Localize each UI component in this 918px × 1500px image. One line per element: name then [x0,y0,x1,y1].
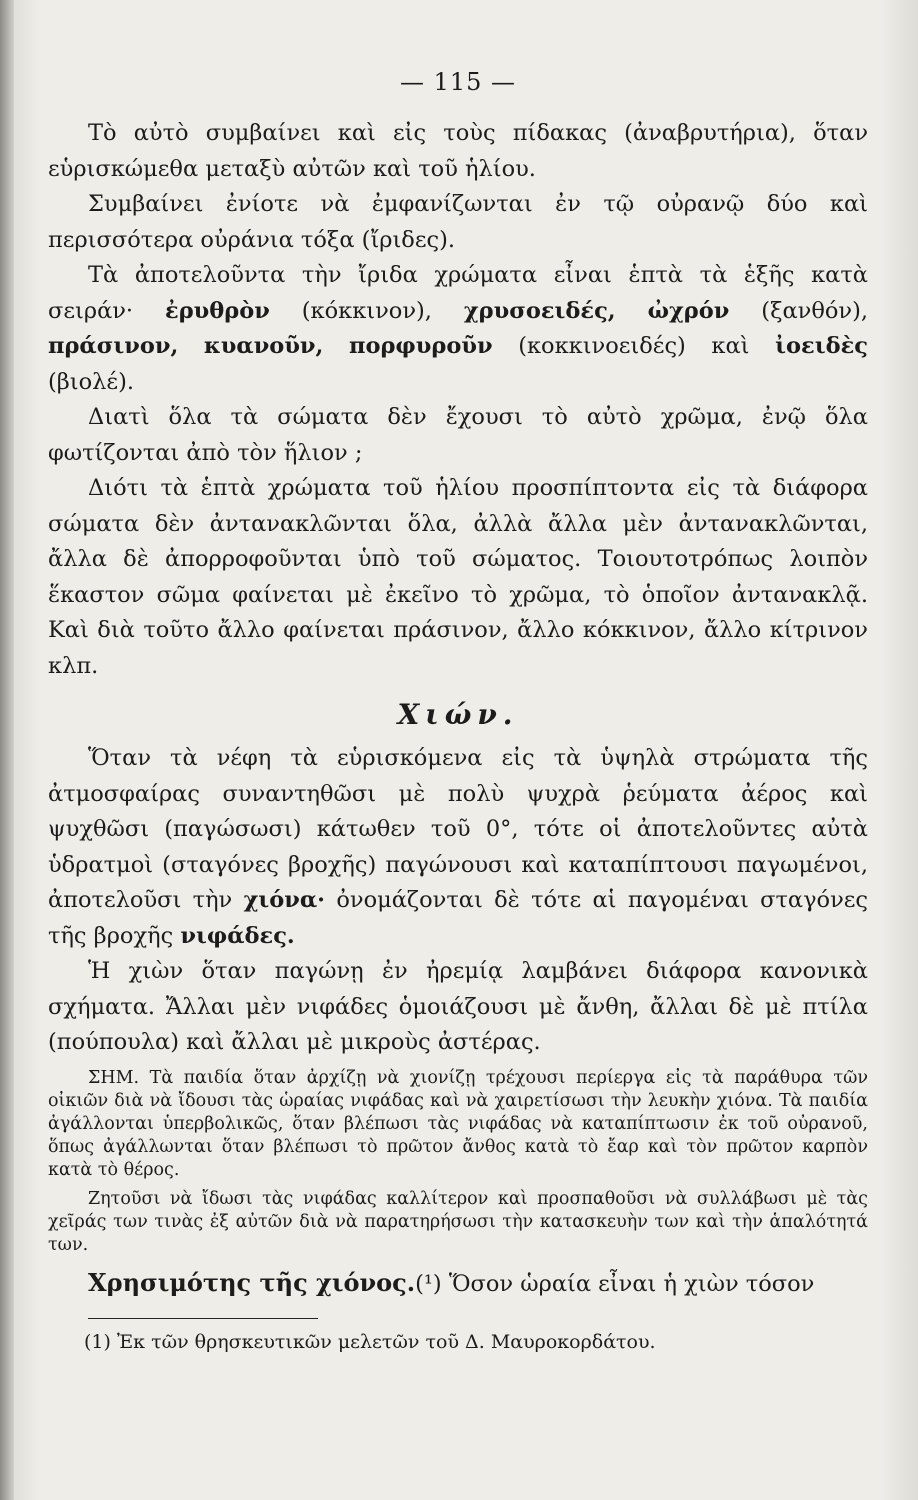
footnote: (1) Ἐκ τῶν θρησκευτικῶν μελετῶν τοῦ Δ. Μαυροκορδάτου. [84,1330,656,1353]
color-violet-note: (βιολέ). [48,368,135,395]
color-ochre-note: (ξανθόν), [761,297,869,324]
snow-formation-text: Ὅταν τὰ νέφη τὰ εὑρισκόμενα εἰς τὰ ὑψηλὰ στρώματα τῆς ἀτμοσφαίρας συναντηθῶσι μὲ πολὺ ψυχρὰ ῥεύματα ἀέρος καὶ ψυχθῶσι (παγώσωσι) κάτωθεν τοῦ 0°, τότε οἱ ἀποτελοῦντες αὐτὰ ὑδρατμοὶ (σταγόνες βροχῆς) παγώνουσι καὶ καταπίπτουσι παγωμένοι, ἀποτελοῦσι τὴν [48,745,868,913]
color-violet: ἰοειδὲς [775,333,868,359]
page-number: — 115 — [399,68,517,96]
color-gold: χρυσοειδές, [463,297,616,324]
snow-formation-text-2: ὀνομάζονται δὲ τότε αἱ παγομέναι σταγόνες τῆς βροχῆς [48,887,869,949]
term-snow: χιόνα· [243,887,326,913]
paragraph-snow-usefulness [48,1265,868,1302]
color-green: πράσινον, [48,333,179,359]
term-snowflakes: νιφάδες. [180,922,295,949]
paragraph-question: Διατὶ ὅλα τὰ σώματα δὲν ἔχουσι τὸ αὐτὸ χρῶμα, ἐνῷ ὅλα φωτίζονται ἀπὸ τὸν ἥλιον ; [48,404,868,466]
footnote-divider [88,1318,318,1319]
color-ochre: ὠχρόν [647,297,730,324]
note-children: ΣΗΜ. Τὰ παιδία ὅταν ἀρχίζῃ νὰ χιονίζῃ τρέχουσι περίεργα εἰς τὰ παράθυρα τῶν οἰκιῶν διὰ νὰ ἴδουσι τὰς ὡραίας νιφάδας καὶ νὰ χαιρετίσωσι τὴν λευκὴν χιόνα. Τὰ παιδία ἀγάλλονται ὑπερβολικῶς, ὅταν βλέπωσι τὰς νιφάδας νὰ καταπίπτωσιν ἐκ τοῦ οὐρανοῦ, ὅπως ἀγάλλωνται ὅταν βλέπωσι τὸ πρῶτον ἄνθος κατὰ τὸ ἔαρ καὶ τὸν πρῶτον καρπὸν κατὰ τὸ θέρος. [48,1067,868,1180]
paragraph-multiple-rainbows: Συμβαίνει ἐνίοτε νὰ ἐμφανίζωνται ἐν τῷ οὐρανῷ δύο καὶ περισσότερα οὐράνια τόξα (ἴριδες). [48,191,868,253]
color-blue: κυανοῦν, [203,333,324,359]
paragraph-answer: Διότι τὰ ἑπτὰ χρώματα τοῦ ἡλίου προσπίπτοντα εἰς τὰ διάφορα σώματα δὲν ἀντανακλῶνται ὅλα, ἀλλὰ ἄλλα μὲν ἀντανακλῶνται, ἄλλα δὲ ἀπορροφοῦνται ὑπὸ τοῦ σώματος. Τοιουτοτρόπως λοιπὸν ἕκαστον σῶμα φαίνεται μὲ ἐκεῖνο τὸ χρῶμα, τὸ ὁποῖον ἀντανακλᾷ. Καὶ διὰ τοῦτο ἄλλο φαίνεται πράσινον, ἄλλο κόκκινον, ἄλλο κίτρινον κλπ. [48,475,868,679]
paragraph-snowflake-shapes: Ἡ χιὼν ὅταν παγώνῃ ἐν ἠρεμίᾳ λαμβάνει διάφορα κανονικὰ σχήματα. Ἄλλαι μὲν νιφάδες ὁμοιάζουσι μὲ ἄνθη, ἄλλαι δὲ μὲ πτίλα (πούπουλα) καὶ ἄλλαι μὲ μικροὺς ἀστέρας. [48,958,868,1055]
colors-intro: Τὰ ἀποτελοῦντα τὴν ἴριδα χρώματα εἶναι ἑπτὰ τὰ ἑξῆς κατὰ σειράν· [48,262,868,324]
color-red: ἐρυθρὸν [165,297,270,324]
usage-title: Χρησιμότης τῆς χιόνος. [88,1267,416,1297]
section-heading-snow: Χιών. [397,698,519,731]
footnote-ref: (¹) [415,1270,442,1297]
paragraph-fountains: Τὸ αὐτὸ συμβαίνει καὶ εἰς τοὺς πίδακας (ἀναβρυτήρια), ὅταν εὑρισκώμεθα μεταξὺ αὐτῶν καὶ τοῦ ἡλίου. [48,120,868,182]
page-gutter-shadow [0,0,14,1500]
color-red-note: (κόκκινον), [301,297,432,324]
paragraph-rainbow-colors [48,258,868,400]
usage-text: Ὅσον ὡραία εἶναι ἡ χιὼν τόσον [448,1270,815,1297]
page-content [48,68,868,1355]
color-purple-note: (κοκκινοειδές) καὶ [518,333,750,359]
note-children-2: Ζητοῦσι νὰ ἴδωσι τὰς νιφάδας καλλίτερον καὶ προσπαθοῦσι νὰ συλλάβωσι μὲ τὰς χεῖράς των τινὰς ἐξ αὐτῶν διὰ νὰ παρατηρήσωσι τὴν κατασκευὴν των καὶ τὴν ἁπαλότητά των. [48,1188,868,1255]
paragraph-snow-formation [48,741,868,954]
color-purple: πορφυροῦν [348,333,493,359]
